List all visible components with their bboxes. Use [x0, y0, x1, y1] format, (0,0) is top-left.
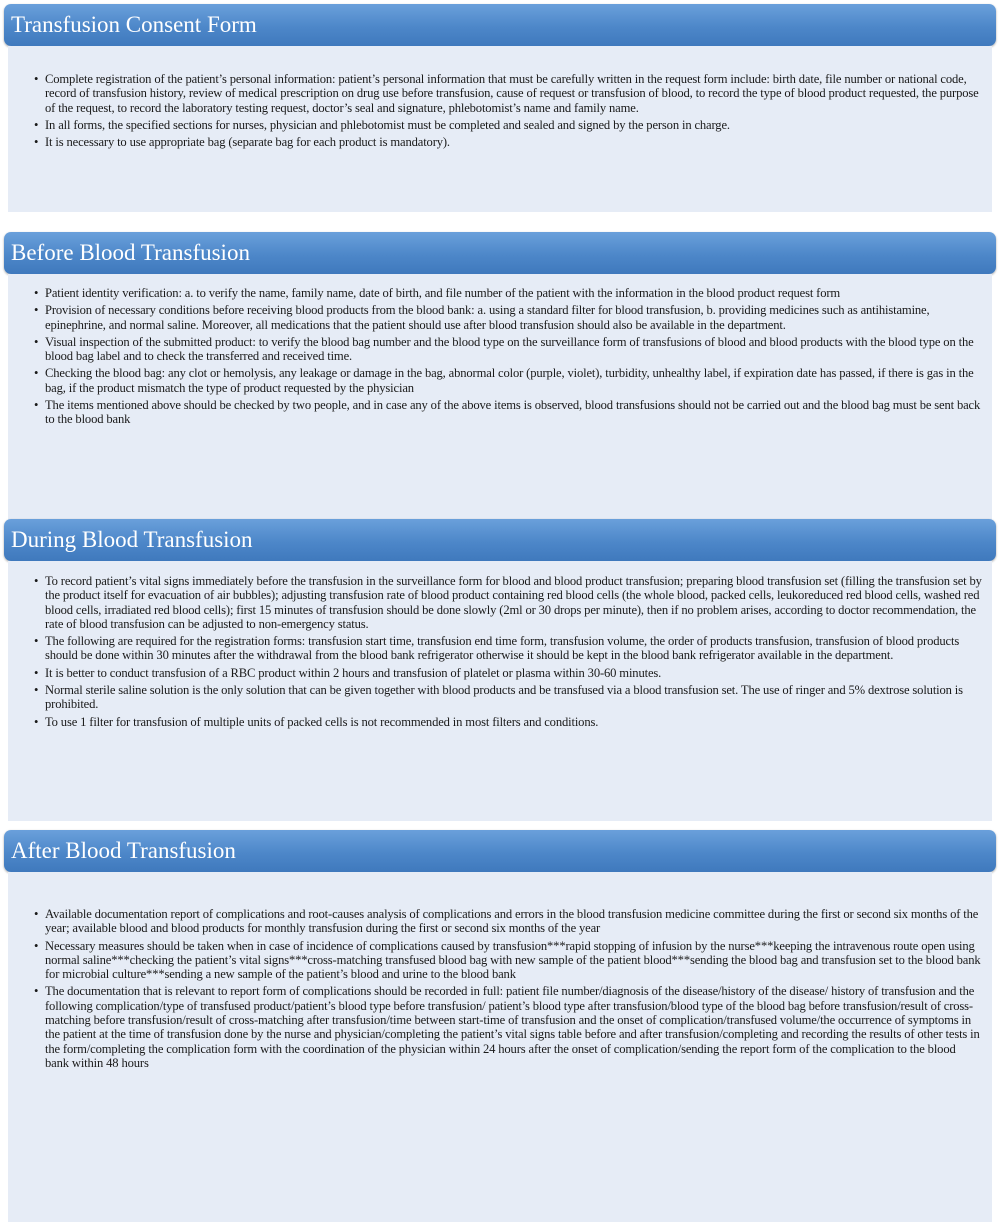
list-item: • Checking the blood bag: any clot or hemolysis, any leakage or damage in the bag, abnormal color (purple, violet), turbidity, unhealthy label, if expiration date has passed, if there is gas in the bag, if the product mismatch the type of product requested by the physician [34, 366, 982, 395]
bullet-list [34, 286, 982, 427]
list-item: • To record patient’s vital signs immediately before the transfusion in the surveillance form for blood and blood product transfusion; preparing blood transfusion set (filling the transfusion set by the product itself for evacuation of air bubbles); adjusting transfusion rate of blood product containing red blood cells (the whole blood, packed cells, leukoreduced red blood cells, washed red blood cells, irradiated red blood cells); first 15 minutes of transfusion should be done slowly (2ml or 30 drops per minute), then if no problem arises, according to doctor recommendation, the rate of blood transfusion can be adjusted to non-emergency status. [34, 574, 982, 631]
list-item: • Patient identity verification: a. to verify the name, family name, date of birth, and file number of the patient with the information in the blood product request form [34, 286, 982, 300]
section-body [8, 274, 992, 540]
section-header: Before Blood Transfusion [4, 232, 996, 274]
list-item: • The items mentioned above should be checked by two people, and in case any of the above items is observed, blood transfusions should not be carried out and the blood bag must be sent back to the blood bank [34, 398, 982, 427]
bullet-list [34, 907, 982, 1070]
list-item: • Normal sterile saline solution is the only solution that can be given together with blood products and be transfused via a blood transfusion set. The use of ringer and 5% dextrose solution is prohibited. [34, 683, 982, 712]
section-body [8, 46, 992, 212]
bullet-list [34, 574, 982, 729]
list-item: • Necessary measures should be taken when in case of incidence of complications caused by transfusion***rapid stopping of infusion by the nurse***keeping the intravenous route open using normal saline***checking the patient’s vital signs***cross-matching transfused blood bag with new sample of the patient blood***sending the blood bag and transfusion set to the blood bank for microbial culture***sending a new sample of the patient’s blood and urine to the blood bank [34, 939, 982, 982]
section-after-blood-transfusion [4, 830, 996, 1222]
section-header: After Blood Transfusion [4, 830, 996, 872]
section-body [8, 561, 992, 821]
list-item: • Available documentation report of complications and root-causes analysis of complications and errors in the blood transfusion medicine committee during the first or second six months of the year; available blood and blood products for monthly transfusion during the first or second six months of the year [34, 907, 982, 936]
section-header: During Blood Transfusion [4, 519, 996, 561]
section-during-blood-transfusion [4, 519, 996, 821]
list-item: • It is better to conduct transfusion of a RBC product within 2 hours and transfusion of platelet or plasma within 30-60 minutes. [34, 666, 982, 680]
list-item: • The following are required for the registration forms: transfusion start time, transfusion end time form, transfusion volume, the order of products transfusion, transfusion of blood products should be done within 30 minutes after the withdrawal from the blood bank refrigerator otherwise it should be kept in the blood bank refrigerator available in the department. [34, 634, 982, 663]
section-transfusion-consent-form [4, 4, 996, 212]
list-item: • The documentation that is relevant to report form of complications should be recorded in full: patient file number/diagnosis of the disease/history of the disease/ history of transfusion and the following complication/type of transfused product/patient’s blood type before transfusion/ patient’s blood type after transfusion/blood type of the blood bag before transfusion/result of cross-matching before transfusion/result of cross-matching after transfusion/time between start-time of transfusion and the onset of complication/transfused volume/the occurrence of symptoms in the patient at the time of transfusion done by the nurse and physician/completing the patient’s vital signs table before and after transfusion/completing and recording the results of other tests in the form/completing the complication form with the coordination of the physician within 24 hours after the onset of complication/sending the report form of the complication to the blood bank within 48 hours [34, 984, 982, 1070]
section-header: Transfusion Consent Form [4, 4, 996, 46]
section-body [8, 872, 992, 1222]
list-item: • Provision of necessary conditions before receiving blood products from the blood bank: a. using a standard filter for blood transfusion, b. providing medicines such as antihistamine, epinephrine, and normal saline. Moreover, all medications that the patient should use after blood transfusion should also be available in the department. [34, 303, 982, 332]
list-item: • Complete registration of the patient’s personal information: patient’s personal information that must be carefully written in the request form include: birth date, file number or national code, record of transfusion history, review of medical prescription on drug use before transfusion, cause of request or transfusion of blood, to record the type of blood product requested, the purpose of the request, to record the laboratory testing request, doctor’s seal and signature, phlebotomist’s name and family name. [34, 72, 982, 115]
list-item: • Visual inspection of the submitted product: to verify the blood bag number and the blood type on the surveillance form of transfusions of blood and blood products with the blood type on the blood bag label and to check the transferred and received time. [34, 335, 982, 364]
list-item: • In all forms, the specified sections for nurses, physician and phlebotomist must be completed and sealed and signed by the person in charge. [34, 118, 982, 132]
list-item: • It is necessary to use appropriate bag (separate bag for each product is mandatory). [34, 135, 982, 149]
list-item: • To use 1 filter for transfusion of multiple units of packed cells is not recommended in most filters and conditions. [34, 715, 982, 729]
bullet-list [34, 72, 982, 149]
section-before-blood-transfusion [4, 232, 996, 540]
